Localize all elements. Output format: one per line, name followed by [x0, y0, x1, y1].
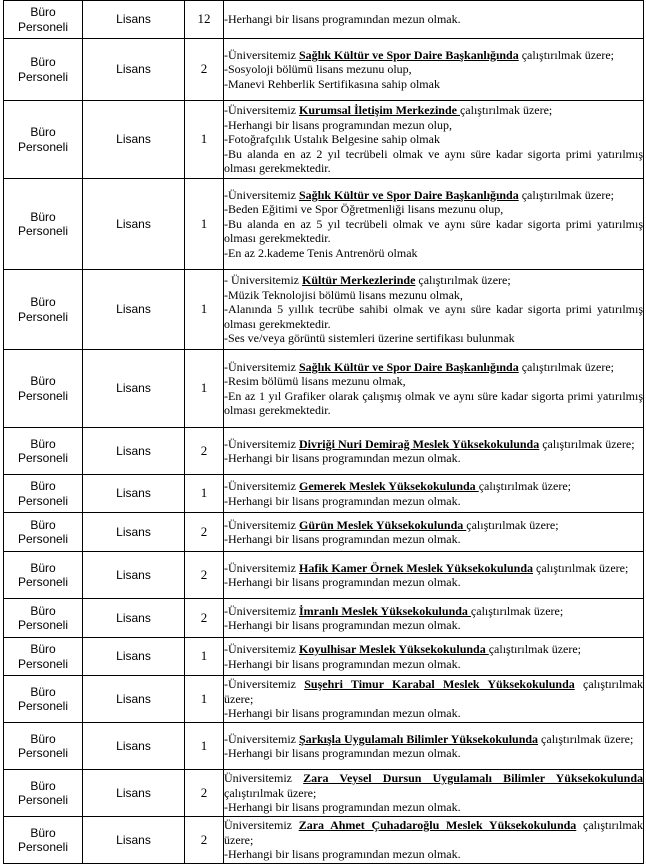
requirement-text: -Herhangi bir lisans programından mezun olmak. — [224, 493, 461, 508]
requirement-text: -Herhangi bir lisans programından mezun olmak. — [224, 800, 461, 815]
requirements-cell — [224, 1, 644, 39]
requirement-text: -Üniversitemiz — [224, 517, 299, 532]
requirements-cell — [224, 475, 644, 513]
requirements-cell — [224, 350, 644, 428]
requirement-line — [224, 147, 643, 176]
requirements-cell — [224, 270, 644, 350]
table-row — [4, 179, 644, 270]
education-cell: Lisans — [83, 770, 185, 817]
requirement-line — [224, 246, 643, 261]
requirement-line — [224, 202, 643, 217]
education-cell: Lisans — [83, 638, 185, 676]
requirement-line — [224, 818, 643, 847]
unit-name: Gürün Meslek Yüksekokulunda — [298, 517, 467, 532]
requirement-line — [224, 642, 643, 657]
requirement-text: -Müzik Teknolojisi bölümü lisans mezunu olmak, — [224, 287, 463, 302]
requirement-text: -Resim bölümü lisans mezunu olmak, — [224, 374, 406, 388]
position-title-cell: Büro Personeli — [4, 552, 83, 599]
position-title-cell: Büro Personeli — [4, 39, 83, 101]
requirement-text: çalıştırılmak üzere; — [539, 436, 635, 451]
count-cell: 2 — [185, 39, 224, 101]
requirement-text: -Sosyoloji bölümü lisans mezunu olup, — [224, 62, 412, 77]
requirement-text: -Üniversitemiz — [224, 103, 299, 118]
requirements-cell — [224, 770, 644, 817]
requirement-text: -Üniversitemiz — [224, 731, 299, 746]
requirement-line — [224, 374, 643, 389]
requirement-text: -Herhangi bir lisans programından mezun olmak. — [224, 532, 461, 546]
count-cell: 1 — [185, 101, 224, 179]
requirement-line — [224, 132, 643, 147]
table-row — [4, 39, 644, 101]
requirement-text: -Bu alanda en az 2 yıl tecrübeli olmak ve aynı süre kadar sigorta primi yatırılmış olması gerekmektedir. — [224, 146, 643, 176]
requirement-text: çalıştırılmak üzere; — [518, 359, 615, 374]
education-cell: Lisans — [83, 599, 185, 638]
count-cell: 1 — [185, 270, 224, 350]
requirements-cell — [224, 513, 644, 552]
education-cell: Lisans — [83, 1, 185, 39]
requirement-line — [224, 771, 643, 800]
requirement-text: -Herhangi bir lisans programından mezun olup, — [224, 117, 452, 132]
count-cell: 2 — [185, 599, 224, 638]
requirement-text: -Üniversitemiz — [224, 642, 299, 656]
table-row — [4, 817, 644, 864]
unit-name: Zara Veysel Dursun Uygulamalı Bilimler Yüksekokulunda — [303, 771, 643, 786]
education-cell: Lisans — [83, 101, 185, 179]
position-title-cell: Büro Personeli — [4, 770, 83, 817]
education-cell: Lisans — [83, 39, 185, 101]
requirements-cell — [224, 39, 644, 101]
requirement-line — [224, 451, 643, 466]
requirement-text: -Herhangi bir lisans programından mezun olmak. — [224, 847, 461, 862]
requirements-cell — [224, 599, 644, 638]
requirement-text: çalıştırılmak üzere; — [518, 187, 615, 202]
unit-name: Divriği Nuri Demirağ Meslek Yüksekokulunda — [298, 436, 540, 451]
requirements-cell — [224, 676, 644, 723]
count-cell: 1 — [185, 475, 224, 513]
requirement-line — [224, 800, 643, 815]
requirement-text: -Herhangi bir lisans programından mezun olmak. — [224, 618, 461, 632]
table-row — [4, 350, 644, 428]
requirement-text: çalıştırılmak üzere; — [533, 560, 629, 575]
requirements-cell — [224, 638, 644, 676]
requirements-cell — [224, 179, 644, 270]
requirement-text: -Beden Eğitimi ve Spor Öğretmenliği lisans mezunu olup, — [224, 202, 504, 217]
requirement-line — [224, 77, 643, 92]
requirement-line — [224, 118, 643, 133]
requirement-line — [224, 48, 643, 63]
requirement-line — [224, 657, 643, 672]
education-cell: Lisans — [83, 817, 185, 864]
unit-name: Sağlık Kültür ve Spor Daire Başkanlığında — [298, 187, 519, 202]
requirement-text: -Üniversitemiz — [224, 436, 299, 451]
positions-table — [3, 0, 644, 864]
requirement-text: -Herhangi bir lisans programından mezun olmak. — [224, 706, 461, 721]
position-title-cell: Büro Personeli — [4, 599, 83, 638]
unit-name: Gemerek Meslek Yüksekokulunda — [298, 479, 479, 493]
count-cell: 2 — [185, 770, 224, 817]
requirement-text: -Üniversitemiz — [224, 603, 299, 618]
position-title-cell: Büro Personeli — [4, 817, 83, 864]
requirement-line — [224, 604, 643, 619]
requirement-line — [224, 518, 643, 533]
education-cell: Lisans — [83, 179, 185, 270]
requirements-cell — [224, 428, 644, 475]
count-cell: 2 — [185, 552, 224, 599]
position-title-cell: Büro Personeli — [4, 475, 83, 513]
position-title-cell: Büro Personeli — [4, 350, 83, 428]
requirement-line — [224, 217, 643, 246]
requirement-text: çalıştırılmak üzere; — [538, 731, 634, 746]
count-cell: 1 — [185, 350, 224, 428]
unit-name: İmranlı Meslek Yüksekokulunda — [298, 603, 471, 618]
count-cell: 2 — [185, 428, 224, 475]
requirement-text: -Üniversitemiz — [224, 187, 299, 202]
count-cell: 1 — [185, 723, 224, 770]
requirement-text: -Herhangi bir lisans programından mezun olmak. — [224, 656, 461, 671]
requirement-line — [224, 732, 643, 747]
unit-name: Sağlık Kültür ve Spor Daire Başkanlığında — [298, 359, 519, 374]
requirement-text: - Üniversitemiz — [224, 273, 302, 288]
unit-name: Şarkışla Uygulamalı Bilimler Yüksekokulunda — [298, 731, 539, 746]
requirement-text: çalıştırılmak üzere; — [415, 273, 511, 288]
table-row — [4, 101, 644, 179]
requirement-line — [224, 706, 643, 721]
requirement-line — [224, 677, 643, 706]
requirement-text: çalıştırılmak üzere; — [224, 677, 643, 706]
unit-name: Suşehri Timur Karabal Meslek Yüksekokulunda — [304, 677, 575, 692]
requirement-text: -Fotoğrafçılık Ustalık Belgesine sahip olmak — [224, 132, 440, 147]
table-row — [4, 475, 644, 513]
count-cell: 1 — [185, 638, 224, 676]
requirement-text: çalıştırılmak üzere; — [224, 818, 643, 847]
requirement-line — [224, 273, 643, 288]
requirements-cell — [224, 723, 644, 770]
requirement-text: -Üniversitemiz — [224, 677, 305, 692]
requirement-line — [224, 103, 643, 118]
requirement-text: Üniversitemiz — [224, 818, 299, 833]
education-cell: Lisans — [83, 428, 185, 475]
education-cell: Lisans — [83, 475, 185, 513]
requirement-line — [224, 188, 643, 203]
count-cell: 2 — [185, 817, 224, 864]
table-row — [4, 270, 644, 350]
requirement-text: çalıştırılmak üzere; — [488, 642, 582, 656]
table-row — [4, 676, 644, 723]
requirement-line — [224, 618, 643, 633]
unit-name: Kurumsal İletişim Merkezinde — [298, 103, 460, 118]
table-row — [4, 552, 644, 599]
position-title-cell: Büro Personeli — [4, 1, 83, 39]
requirement-text: -Üniversitemiz — [224, 47, 299, 62]
requirement-text: çalıştırılmak üzere; — [224, 785, 317, 800]
position-title-cell: Büro Personeli — [4, 723, 83, 770]
requirement-line — [224, 561, 643, 576]
requirement-text: Üniversitemiz — [224, 771, 304, 786]
requirement-line — [224, 479, 643, 494]
position-title-cell: Büro Personeli — [4, 638, 83, 676]
requirement-line — [224, 746, 643, 761]
requirement-line — [224, 302, 643, 331]
requirements-cell — [224, 552, 644, 599]
count-cell: 2 — [185, 513, 224, 552]
education-cell: Lisans — [83, 513, 185, 552]
requirements-cell — [224, 101, 644, 179]
requirement-line — [224, 288, 643, 303]
requirement-text: çalıştırılmak üzere; — [466, 517, 559, 532]
positions-table-body — [4, 1, 644, 864]
table-row — [4, 638, 644, 676]
requirement-text: -Herhangi bir lisans programından mezun olmak. — [224, 575, 461, 589]
unit-name: Sağlık Kültür ve Spor Daire Başkanlığında — [298, 47, 519, 62]
requirement-text: -En az 2.kademe Tenis Antrenörü olmak — [224, 245, 418, 260]
count-cell: 12 — [185, 1, 224, 39]
education-cell: Lisans — [83, 723, 185, 770]
requirement-text: çalıştırılmak üzere; — [459, 103, 553, 118]
requirement-line — [224, 360, 643, 375]
position-title-cell: Büro Personeli — [4, 428, 83, 475]
requirement-line — [224, 532, 643, 547]
table-row — [4, 513, 644, 552]
table-row — [4, 723, 644, 770]
requirement-line — [224, 437, 643, 452]
requirement-text: -Bu alanda en az 5 yıl tecrübeli olmak ve aynı süre kadar sigorta primi yatırılmış olması gerekmektedir. — [224, 216, 643, 246]
requirement-line — [224, 331, 643, 346]
requirement-text: -Herhangi bir lisans programından mezun olmak. — [224, 12, 461, 27]
requirement-line — [224, 62, 643, 77]
position-title-cell: Büro Personeli — [4, 270, 83, 350]
requirement-line — [224, 847, 643, 862]
unit-name: Kültür Merkezlerinde — [301, 273, 416, 288]
education-cell: Lisans — [83, 350, 185, 428]
requirement-text: çalıştırılmak üzere; — [470, 603, 564, 618]
count-cell: 1 — [185, 676, 224, 723]
requirement-text: -Üniversitemiz — [224, 560, 299, 575]
requirement-text: -Herhangi bir lisans programından mezun olmak. — [224, 451, 461, 465]
unit-name: Koyulhisar Meslek Yüksekokulunda — [298, 642, 489, 656]
requirement-text: -En az 1 yıl Grafiker olarak çalışmış olmak ve aynı süre kadar sigorta primi yatırılmış olması gerekmektedir. — [224, 388, 643, 417]
education-cell: Lisans — [83, 270, 185, 350]
requirement-text: -Alanında 5 yıllık tecrübe sahibi olmak ve aynı süre kadar sigorta primi yatırılmış olması gerekmektedir. — [224, 302, 643, 331]
requirements-cell — [224, 817, 644, 864]
table-row — [4, 1, 644, 39]
position-title-cell: Büro Personeli — [4, 101, 83, 179]
requirement-text: -Ses ve/veya görüntü sistemleri üzerine sertifikası bulunmak — [224, 331, 515, 346]
requirement-text: -Herhangi bir lisans programından mezun olmak. — [224, 746, 461, 760]
education-cell: Lisans — [83, 552, 185, 599]
position-title-cell: Büro Personeli — [4, 513, 83, 552]
position-title-cell: Büro Personeli — [4, 676, 83, 723]
requirement-line — [224, 494, 643, 509]
unit-name: Zara Ahmet Çuhadaroğlu Meslek Yüksekokulunda — [298, 818, 577, 833]
count-cell: 1 — [185, 179, 224, 270]
requirement-line — [224, 575, 643, 590]
requirement-line — [224, 12, 643, 27]
requirement-text: -Üniversitemiz — [224, 359, 299, 374]
education-cell: Lisans — [83, 676, 185, 723]
table-row — [4, 770, 644, 817]
position-title-cell: Büro Personeli — [4, 179, 83, 270]
requirement-text: çalıştırılmak üzere; — [518, 47, 615, 62]
table-row — [4, 599, 644, 638]
requirement-text: -Manevi Rehberlik Sertifikasına sahip olmak — [224, 76, 440, 91]
requirement-line — [224, 389, 643, 418]
table-row — [4, 428, 644, 475]
requirement-text: çalıştırılmak üzere; — [478, 479, 571, 493]
unit-name: Hafik Kamer Örnek Meslek Yüksekokulunda — [298, 560, 534, 575]
requirement-text: -Üniversitemiz — [224, 479, 299, 493]
